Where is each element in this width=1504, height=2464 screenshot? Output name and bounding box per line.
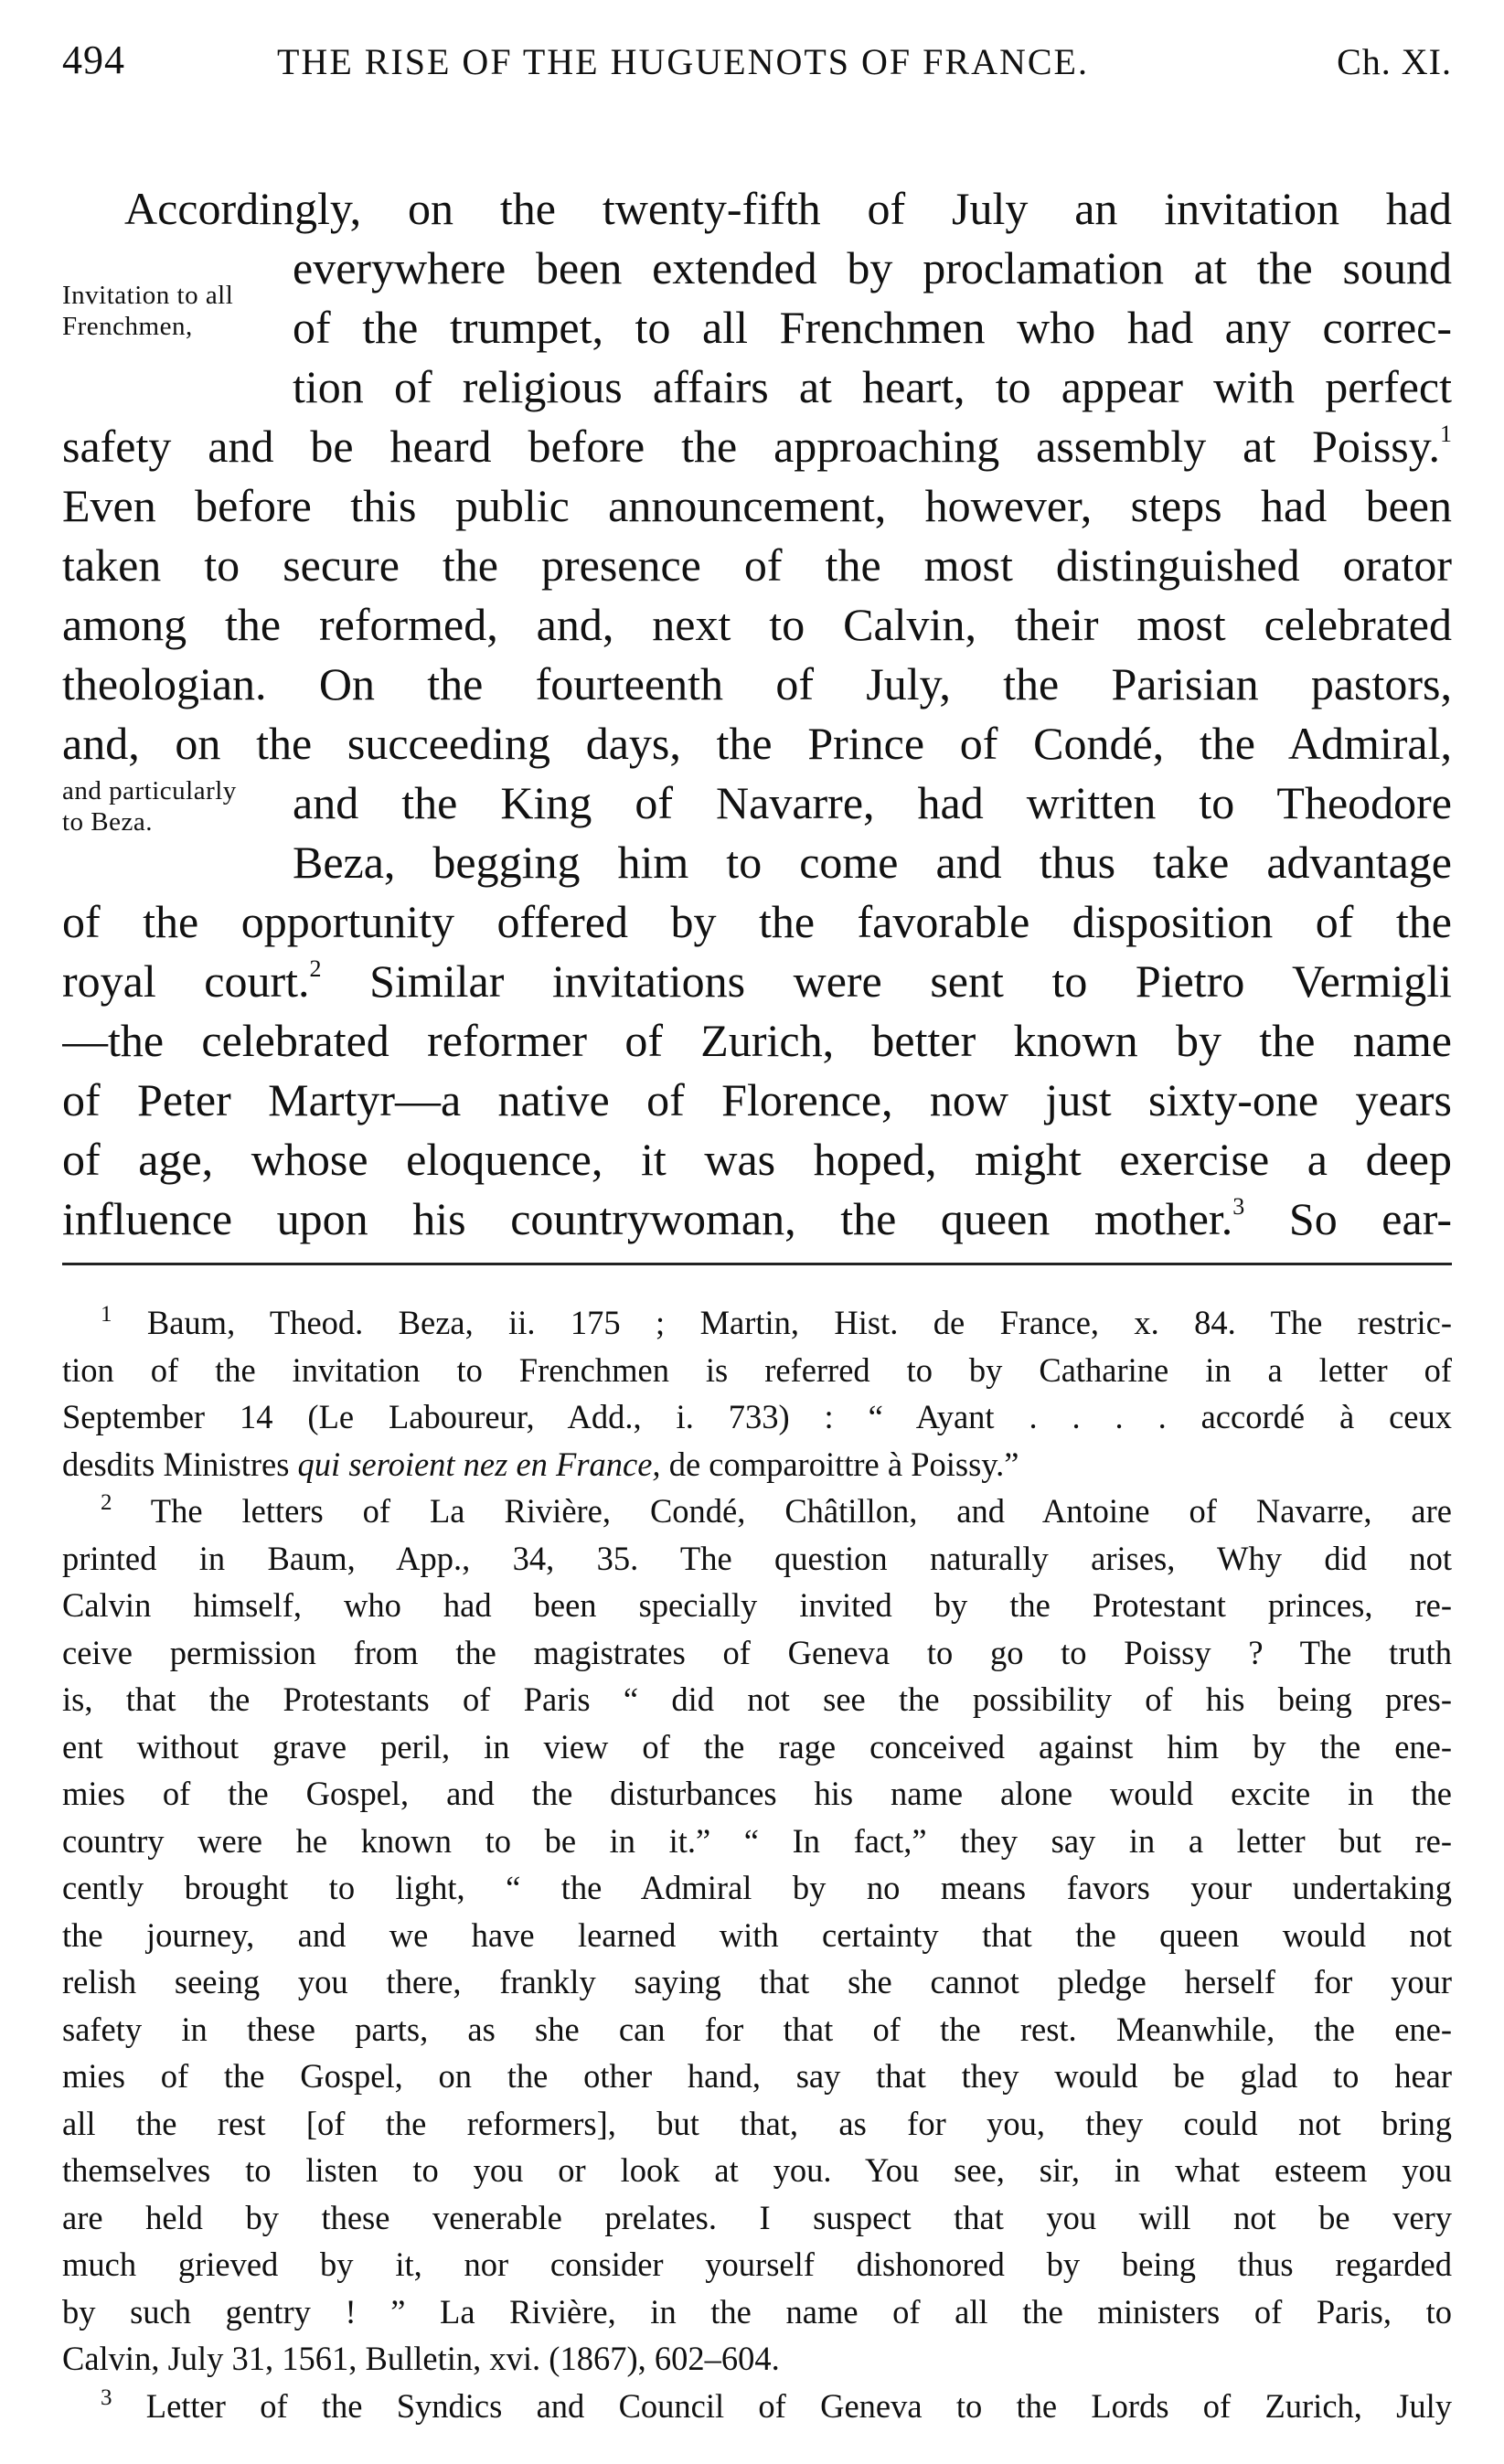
page-number: 494 (62, 37, 125, 82)
footnote-2-line: country were he known to be in it.” “ In fact,” they say in a letter but re- (62, 1821, 1452, 1860)
body-line (62, 952, 1452, 1011)
footnote-text: desdits Ministres (62, 1445, 290, 1483)
body-line: taken to secure the presence of the most distinguished orator (62, 539, 1452, 591)
body-line: Even before this public announcement, however, steps had been (62, 480, 1452, 531)
body-line: tion of religious affairs at heart, to appear with perfect (293, 361, 1452, 412)
footnote-1-line: tion of the invitation to Frenchmen is referred to by Catharine in a letter of (62, 1350, 1452, 1389)
footnote-2-line: by such gentry ! ” La Rivière, in the name of all the ministers of Paris, to (62, 2292, 1452, 2331)
footnote-mark-2: 2 (101, 1490, 112, 1515)
footnote-2-line: is, that the Protestants of Paris “ did not see the possibility of his being pres- (62, 1680, 1452, 1718)
body-line: —the celebrated reformer of Zurich, better known by the name (62, 1015, 1452, 1066)
body-line-text: safety and be heard before the approaching assembly at Poissy. (62, 421, 1440, 472)
footnote-2-line: cently brought to light, “ the Admiral by no means favors your undertaking (62, 1869, 1452, 1906)
footnote-3-line (62, 2383, 1452, 2430)
footnote-1-line (62, 1441, 1452, 1488)
running-header (62, 37, 1452, 91)
footnote-2-line: the journey, and we have learned with certainty that the queen would not (62, 1915, 1452, 1954)
body-line: Accordingly, on the twenty-fifth of July an invitation had (124, 183, 1452, 234)
footnote-italic-text: qui seroient nez en France, (297, 1445, 661, 1483)
footnote-2-line: Calvin, July 31, 1561, Bulletin, xvi. (1867), 602–604. (62, 2340, 780, 2377)
footnote-2-line: relish seeing you there, frankly saying that she cannot pledge herself for your (62, 1963, 1452, 2000)
footnote-mark-3: 3 (101, 2384, 112, 2410)
body-line (62, 417, 1452, 476)
body-line: theologian. On the fourteenth of July, the Parisian pastors, (62, 658, 1452, 709)
body-line (62, 1189, 1452, 1249)
footnote-2-line (62, 1488, 1452, 1535)
running-title: THE RISE OF THE HUGUENOTS OF FRANCE. (277, 41, 1089, 82)
footnote-text: The letters of La Rivière, Condé, Châtillon, and Antoine of Navarre, are (150, 1492, 1452, 1530)
footnote-1-line: September 14 (Le Laboureur, Add., i. 733) : “ Ayant . . . . accordé à ceux (62, 1398, 1452, 1435)
footnote-2-line: Calvin himself, who had been specially invited by the Protestant princes, re- (62, 1586, 1452, 1624)
footnote-1-line (62, 1299, 1452, 1347)
footnote-2-line: ceive permission from the magistrates of Geneva to go to Poissy ? The truth (62, 1633, 1452, 1671)
footnote-text: Baum, Theod. Beza, ii. 175 ; Martin, Hist. de France, x. 84. The restric- (146, 1304, 1452, 1341)
footnote-2-line: are held by these venerable prelates. I suspect that you will not be very (62, 2198, 1452, 2236)
body-line: everywhere been extended by proclamation at the sound (293, 242, 1452, 293)
body-line: and, on the succeeding days, the Prince of Condé, the Admiral, (62, 718, 1452, 769)
footnote-text: Letter of the Syndics and Council of Geneva to the Lords of Zurich, July (145, 2386, 1452, 2425)
footnotes (62, 1299, 1452, 2429)
footnote-ref-3: 3 (1232, 1193, 1245, 1220)
main-text (62, 179, 1452, 1249)
body-line-text: So ear- (1288, 1193, 1452, 1244)
footnote-2-line: much grieved by it, nor consider yourself dishonored by being thus regarded (62, 2245, 1452, 2283)
footnote-ref-1: 1 (1440, 421, 1452, 447)
body-line: Beza, begging him to come and thus take advantage (293, 837, 1452, 888)
footnote-rule (62, 1263, 1452, 1265)
footnote-2-line: mies of the Gospel, and the disturbances his name alone would excite in the (62, 1775, 1452, 1812)
body-line-text: influence upon his countrywoman, the queen mother. (62, 1193, 1233, 1244)
sidenote-invitation: Invitation to all Frenchmen, (62, 281, 234, 341)
sidenote-beza: and particularly to Beza. (62, 776, 237, 837)
body-line: and the King of Navarre, had written to Theodore (293, 777, 1452, 828)
footnote-2-line: mies of the Gospel, on the other hand, say that they would be glad to hear (62, 2057, 1452, 2095)
footnote-2-line: ent without grave peril, in view of the rage conceived against him by the ene- (62, 1727, 1452, 1765)
body-line: of the trumpet, to all Frenchmen who had any correc- (293, 302, 1452, 353)
book-page (62, 37, 1452, 2425)
body-line: among the reformed, and, next to Calvin, their most celebrated (62, 599, 1452, 650)
footnote-2-line: all the rest [of the reformers], but that, as for you, they could not bring (62, 2104, 1452, 2142)
body-line-text: royal court. (62, 955, 310, 1007)
footnote-ref-2: 2 (309, 955, 322, 982)
body-line-text: Similar invitations were sent to Pietro Vermigli (369, 955, 1452, 1007)
chapter-label: Ch. XI. (1337, 41, 1452, 82)
body-line: of the opportunity offered by the favorable disposition of the (62, 896, 1452, 947)
body-line: of age, whose eloquence, it was hoped, might exercise a deep (62, 1134, 1452, 1185)
footnote-2-line: themselves to listen to you or look at you. You see, sir, in what esteem you (62, 2151, 1452, 2189)
footnote-mark-1: 1 (101, 1302, 112, 1327)
footnote-2-line: safety in these parts, as she can for that of the rest. Meanwhile, the ene- (62, 2010, 1452, 2048)
footnote-text: de comparoittre à Poissy.” (668, 1445, 1019, 1483)
footnote-2-line: printed in Baum, App., 34, 35. The question naturally arises, Why did not (62, 1539, 1452, 1577)
body-line: of Peter Martyr—a native of Florence, now just sixty-one years (62, 1074, 1452, 1125)
